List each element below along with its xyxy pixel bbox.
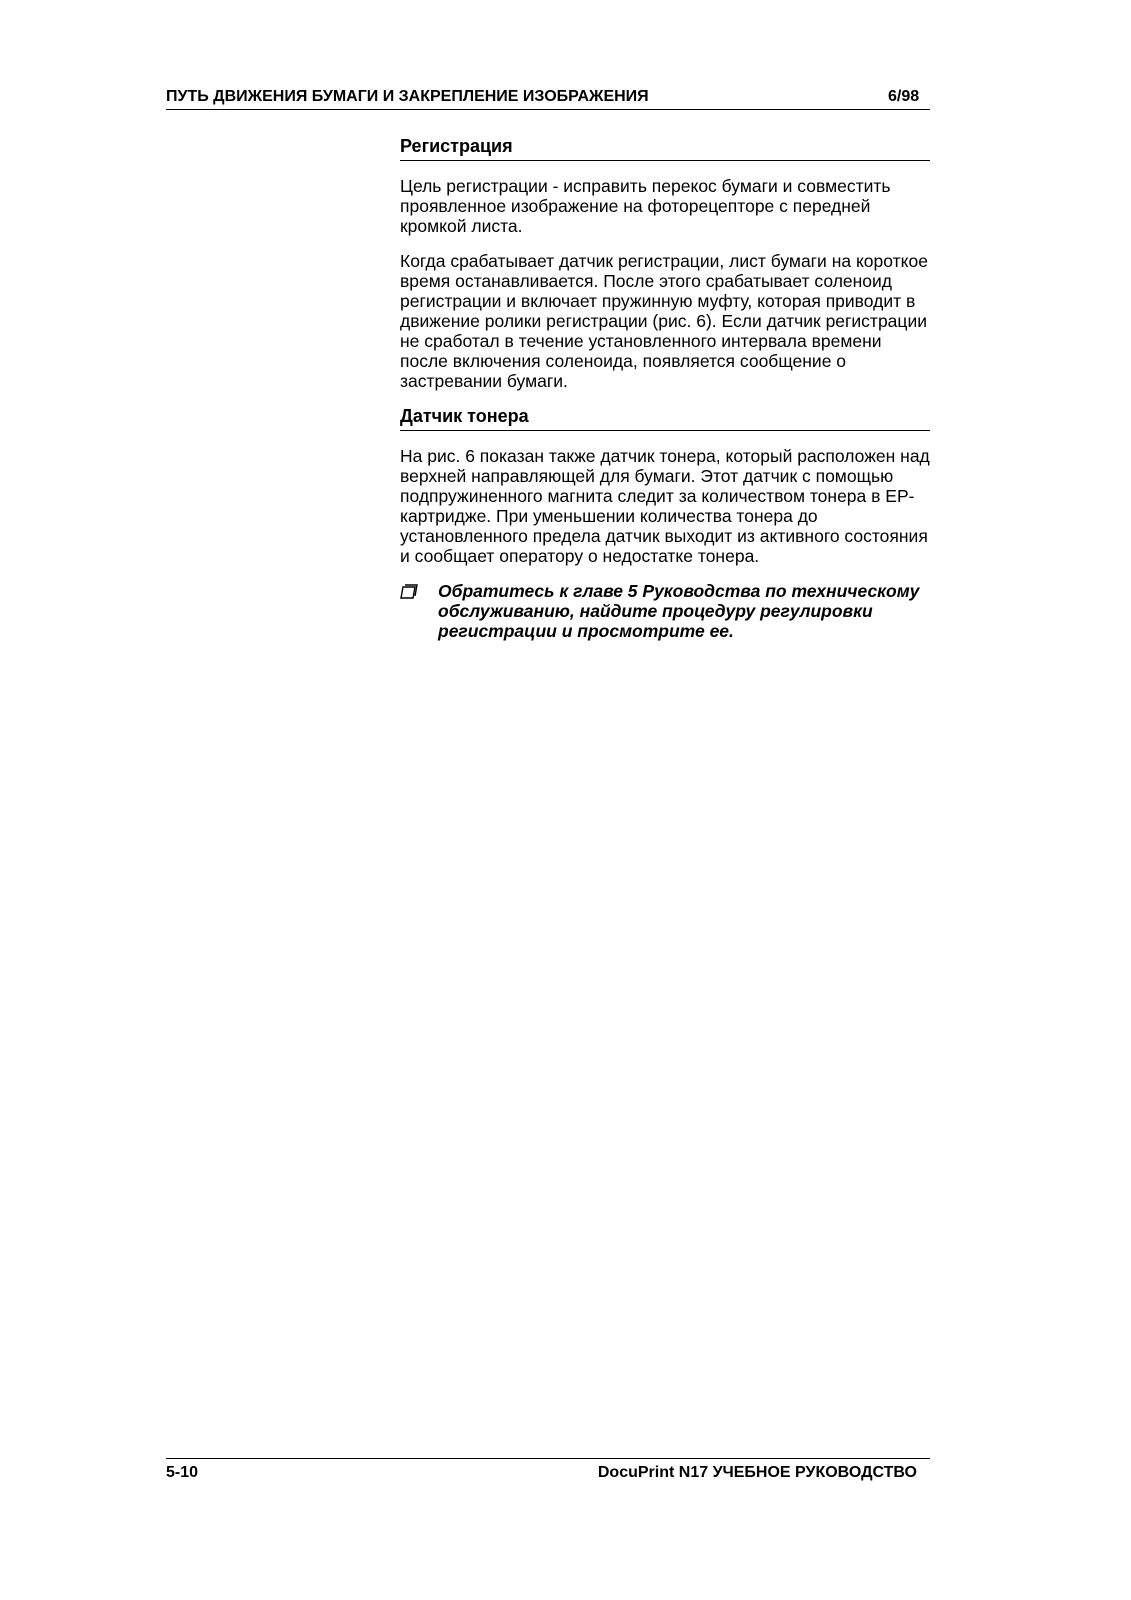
header-page-ref: 6/98 bbox=[888, 88, 920, 105]
note-block bbox=[400, 581, 930, 641]
registration-paragraph-2: Когда срабатывает датчик регистрации, лист бумаги на короткое время останавливается. После этого срабатывает соленоид регистрации и включает пружинную муфту, которая приводит в движение ролики регистрации (рис. 6). Если датчик регистрации не сработал в течение установленного интервала времени после включения соленоида, появляется сообщение о застревании бумаги. bbox=[400, 251, 928, 391]
checkbox-icon bbox=[400, 584, 418, 600]
registration-paragraph-1: Цель регистрации - исправить перекос бумаги и совместить проявленное изображение на фоторецепторе с передней кромкой листа. bbox=[400, 176, 891, 236]
footer-divider bbox=[166, 1458, 930, 1459]
main-content bbox=[400, 135, 930, 641]
section-heading-toner-sensor: Датчик тонера bbox=[400, 405, 930, 431]
header-title: ПУТЬ ДВИЖЕНИЯ БУМАГИ И ЗАКРЕПЛЕНИЕ ИЗОБРАЖЕНИЯ bbox=[166, 88, 649, 105]
section-heading-registration: Регистрация bbox=[400, 135, 930, 161]
toner-sensor-paragraph-1: На рис. 6 показан также датчик тонера, который расположен над верхней направляющей для бумаги. Этот датчик с помощью подпружиненного магнита следит за количеством тонера в EP-картридже. При уменьшении количества тонера до установленного предела датчик выходит из активного состояния и сообщает оператору о недостатке тонера. bbox=[400, 446, 930, 566]
footer-page-number: 5-10 bbox=[166, 1464, 199, 1481]
header-divider bbox=[166, 109, 930, 110]
footer-doc-title: DocuPrint N17 УЧЕБНОЕ РУКОВОДСТВО bbox=[597, 1464, 917, 1481]
note-text: Обратитесь к главе 5 Руководства по техническому обслуживанию, найдите процедуру регулировки регистрации и просмотрите ее. bbox=[438, 581, 920, 641]
